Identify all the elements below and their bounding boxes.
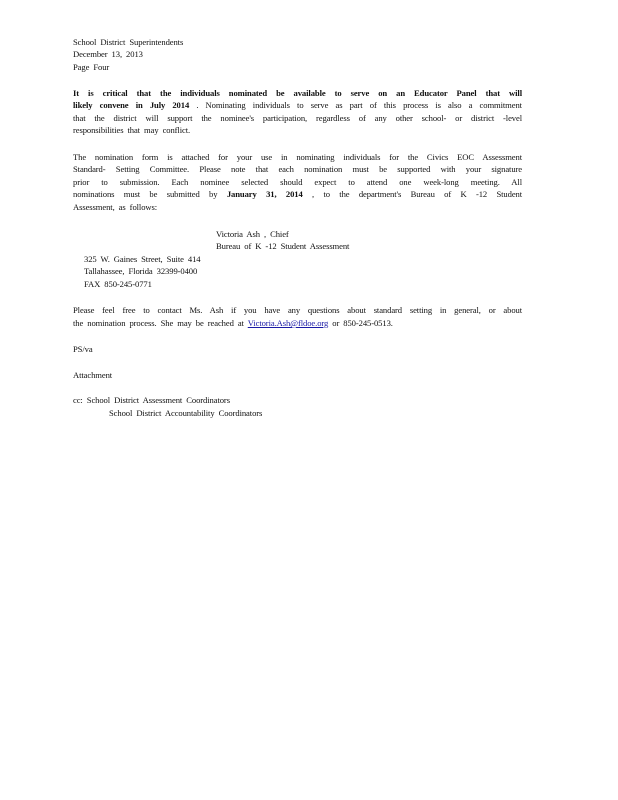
para2-line4 bbox=[73, 189, 522, 200]
para1-line3: that the district will support the nominee's participation, regardless of any other school- or district -level bbox=[73, 113, 522, 123]
recipient-line: School District Superintendents bbox=[73, 37, 184, 47]
para1-line4: responsibilities that may conflict. bbox=[73, 125, 191, 135]
para3-line1: Please feel free to contact Ms. Ash if you have any questions about standard setting in general, or about bbox=[73, 305, 522, 315]
para3-line2 bbox=[73, 318, 393, 329]
para2-line3: prior to submission. Each nominee selected should expect to attend one week-long meeting. All bbox=[73, 177, 522, 187]
para1-line2 bbox=[73, 100, 522, 111]
attachment-line: Attachment bbox=[73, 370, 113, 380]
para2-line5: Assessment, as follows: bbox=[73, 202, 158, 212]
para1-line1: It is critical that the individuals nominated be available to serve on an Educator Panel that will bbox=[73, 88, 522, 98]
para1-line2-bold: likely convene in July 2014 bbox=[73, 100, 190, 110]
email-link[interactable]: Victoria.Ash@fldoe.org bbox=[247, 318, 329, 328]
address-fax: FAX 850-245-0771 bbox=[84, 279, 152, 289]
para2-line4-pre: nominations must be submitted by bbox=[73, 189, 218, 199]
deadline-date: January 31, 2014 bbox=[226, 189, 303, 199]
page-number-line: Page Four bbox=[73, 62, 110, 72]
address-city: Tallahassee, Florida 32399-0400 bbox=[84, 266, 198, 276]
para3-line2-post: or 850-245-0513. bbox=[332, 318, 393, 328]
para1-line2-rest: . Nominating individuals to serve as part of this process is also a commitment bbox=[196, 100, 522, 110]
para2-line4-post: , to the department's Bureau of K -12 Student bbox=[312, 189, 523, 199]
contact-name: Victoria Ash , Chief bbox=[216, 229, 289, 239]
cc-line2: School District Accountability Coordinators bbox=[109, 408, 263, 418]
contact-bureau: Bureau of K -12 Student Assessment bbox=[216, 241, 350, 251]
para3-line2-pre: the nomination process. She may be reached at bbox=[73, 318, 244, 328]
cc-line1: cc: School District Assessment Coordinators bbox=[73, 395, 230, 405]
para2-line1: The nomination form is attached for your use in nominating individuals for the Civics EOC Assessment bbox=[73, 152, 522, 162]
address-street: 325 W. Gaines Street, Suite 414 bbox=[84, 254, 201, 264]
para2-line2: Standard- Setting Committee. Please note that each nomination must be supported with your signature bbox=[73, 164, 522, 174]
initials-line: PS/va bbox=[73, 344, 93, 354]
date-line: December 13, 2013 bbox=[73, 49, 143, 59]
